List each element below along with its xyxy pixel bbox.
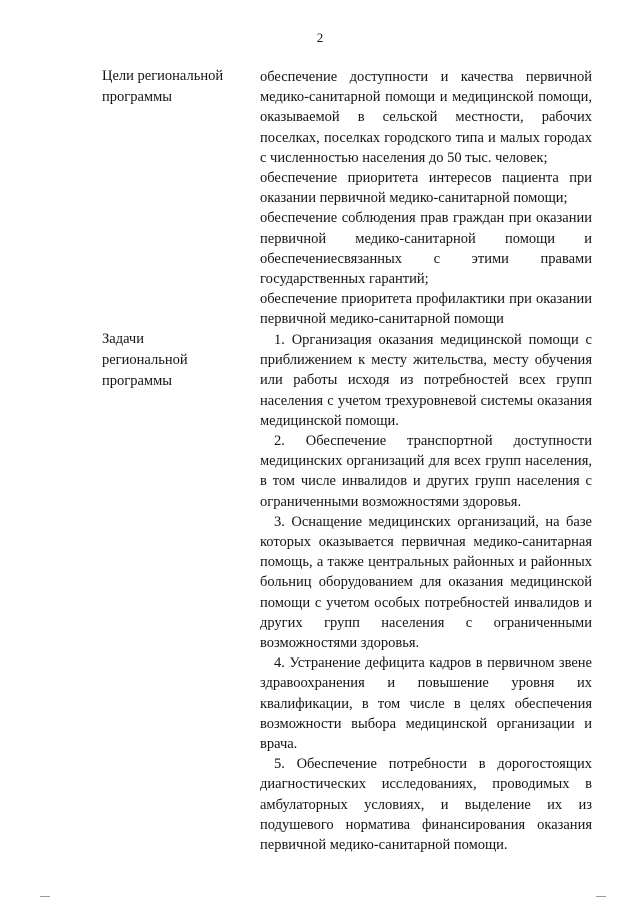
tasks-label-line: программы (102, 373, 172, 389)
page-number: 2 (316, 30, 324, 45)
goals-label (102, 66, 223, 108)
task-item: 3. Оснащение медицинских организаций, на базе которых оказывается первичная медико-санитарная помощь, а также центральных районных и районных больниц оборудованием для оказания медицинской помощи с учетом особых потребностей инвалидов и других групп населения с ограниченными возможностями здоровья. (260, 513, 592, 652)
goal-item: обеспечение приоритета интересов пациента при оказании первичной медико-санитарной помощи; (260, 170, 592, 207)
task-item: 4. Устранение дефицита кадров в первичном звене здравоохранения и повышение уровня их квалификации, в том числе в целях обеспечения возможности выбора медицинской организации и врача. (260, 655, 592, 753)
goals-content (260, 67, 592, 330)
goals-label-line: программы (102, 89, 172, 105)
goal-item: обеспечение соблюдения прав граждан при оказании первичной медико-санитарной помощи и обеспечениесвязанных с этими правами государственных гарантий; (260, 210, 592, 288)
task-item: 5. Обеспечение потребности в дорогостоящих диагностических исследованиях, проводимых в амбулаторных условиях, и выделение их из подушевого норматива финансирования оказания первичной медико-санитарной помощи. (260, 756, 592, 854)
scan-edge-mark (40, 896, 50, 903)
task-item: 1. Организация оказания медицинской помощи с приближением к месту жительства, месту обучения или работы исходя из потребностей всех групп населения с учетом трехуровневой системы оказания медицинской помощи. (260, 332, 592, 429)
tasks-label-line: Задачи (102, 331, 144, 347)
tasks-label-line: региональной (102, 352, 188, 368)
goal-item: обеспечение приоритета профилактики при оказании первичной медико-санитарной помощи (260, 291, 592, 328)
goal-item: обеспечение доступности и качества первичной медико-санитарной помощи и медицинской помощи, оказываемой в сельской местности, рабочих поселках, поселках городского типа и малых городах с численностью населения до 50 тыс. человек; (260, 69, 592, 166)
scan-edge-mark (596, 896, 606, 903)
tasks-content (260, 330, 592, 855)
tasks-label (102, 329, 188, 392)
goals-label-line: Цели региональной (102, 68, 224, 84)
task-item: 2. Обеспечение транспортной доступности медицинских организаций для всех групп населения, в том числе инвалидов и других групп населения с ограниченными возможностями здоровья. (260, 433, 592, 510)
